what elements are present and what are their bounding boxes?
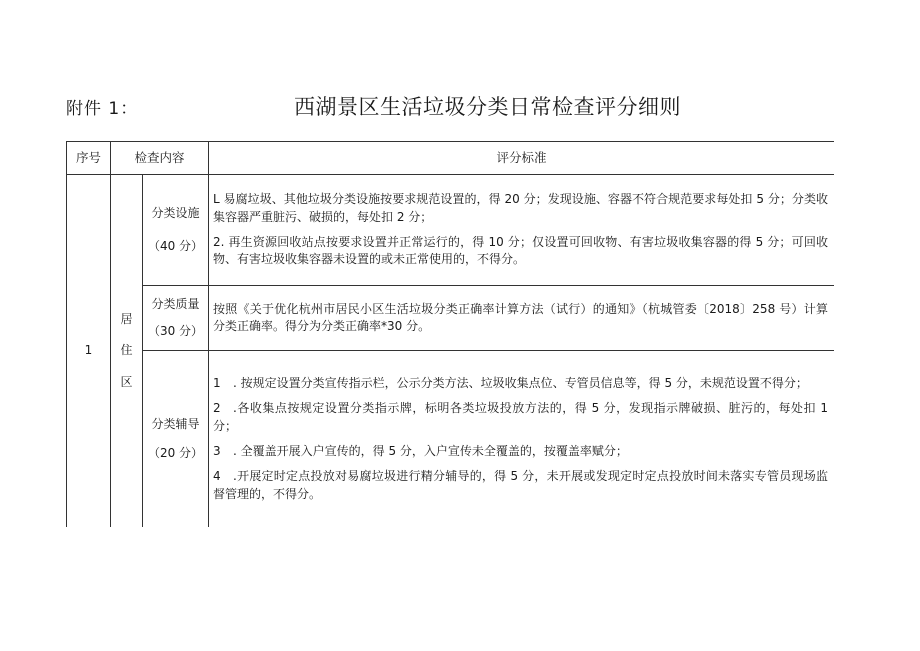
area-char: 区 bbox=[120, 374, 133, 389]
table-row bbox=[67, 286, 835, 351]
page-title: 西湖景区生活垃圾分类日常检查评分细则 bbox=[294, 95, 681, 119]
criteria-number: 1 bbox=[213, 375, 221, 390]
category-cell bbox=[143, 286, 209, 351]
criteria-number: 2 bbox=[213, 401, 221, 416]
category-points: （40 分） bbox=[147, 239, 204, 253]
header-seq: 序号 bbox=[67, 142, 111, 175]
criteria-cell bbox=[209, 286, 834, 351]
criteria-text: . 按规定设置分类宣传指示栏，公示分类方法、垃圾收集点位、专管员信息等，得 5 分，未规范设置不得分； bbox=[233, 375, 808, 390]
criteria-cell bbox=[209, 175, 834, 286]
area-char: 居 bbox=[120, 311, 133, 326]
criteria-text: .开展定时定点投放对易腐垃圾进行精分辅导的，得 5 分，未开展或发现定时定点投放时间未落实专管员现场监督管理的，不得分。 bbox=[213, 469, 829, 501]
table-row bbox=[67, 175, 835, 286]
category-cell bbox=[143, 351, 209, 528]
table-header-row bbox=[67, 142, 835, 175]
criteria-item bbox=[213, 375, 828, 392]
criteria-item: 按照《关于优化杭州市居民小区生活垃圾分类正确率计算方法（试行）的通知》（杭城管委〔2018〕258 号）计算分类正确率。得分为分类正确率*30 分。 bbox=[213, 301, 829, 333]
row-seq: 1 bbox=[67, 175, 111, 528]
scoring-table bbox=[66, 141, 834, 527]
criteria-number: 4 bbox=[213, 469, 221, 484]
category-name: 分类辅导 bbox=[151, 416, 200, 431]
category-points: （20 分） bbox=[147, 446, 204, 460]
header-content: 检查内容 bbox=[111, 142, 209, 175]
category-cell bbox=[143, 175, 209, 286]
header-criteria: 评分标准 bbox=[209, 142, 834, 175]
criteria-text: . 全覆盖开展入户宣传的，得 5 分，入户宣传未全覆盖的，按覆盖率赋分； bbox=[233, 444, 628, 458]
criteria-item bbox=[213, 468, 828, 503]
criteria-item bbox=[213, 400, 828, 435]
criteria-number: 3 bbox=[213, 444, 221, 458]
category-name: 分类质量 bbox=[151, 296, 200, 311]
table-row bbox=[67, 351, 835, 528]
criteria-item: 2. 再生资源回收站点按要求设置并正常运行的，得 10 分；仅设置可回收物、有害垃圾收集容器的得 5 分；可回收物、有害垃圾收集容器未设置的或未正常使用的，不得分。 bbox=[213, 235, 829, 267]
area-char: 住 bbox=[120, 343, 133, 358]
category-points: （30 分） bbox=[147, 324, 204, 338]
criteria-item: L 易腐垃圾、其他垃圾分类设施按要求规范设置的，得 20 分；发现设施、容器不符合规范要求每处扣 5 分；分类收集容器严重脏污、破损的，每处扣 2 分； bbox=[213, 192, 829, 224]
criteria-item bbox=[213, 443, 828, 460]
criteria-cell bbox=[209, 351, 834, 528]
category-name: 分类设施 bbox=[151, 205, 200, 220]
criteria-text: .各收集点按规定设置分类指示牌，标明各类垃圾投放方法的，得 5 分，发现指示牌破损、脏污的，每处扣 1 分； bbox=[213, 401, 829, 433]
attachment-label: 附件 1： bbox=[66, 99, 139, 119]
area-cell bbox=[111, 175, 143, 528]
